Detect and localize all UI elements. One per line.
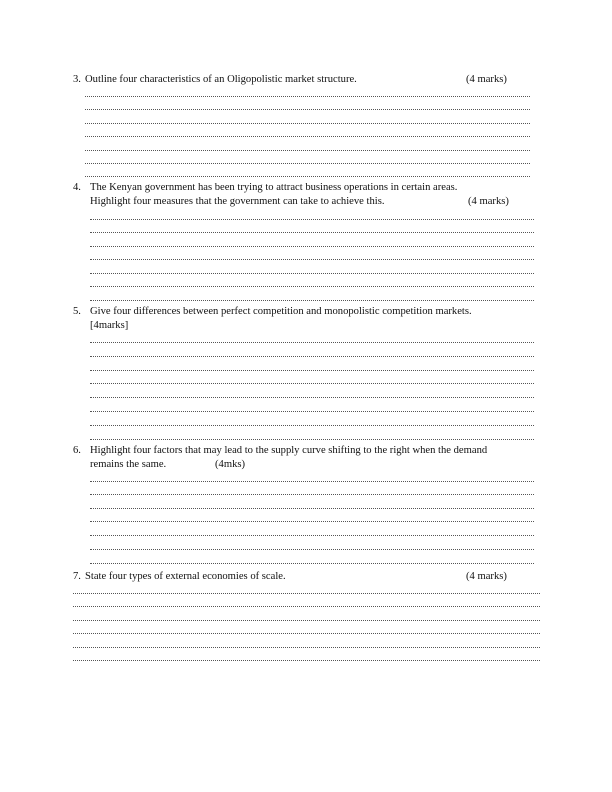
question-marks: (4mks)	[215, 459, 246, 470]
answer-line-q3[interactable]	[85, 123, 530, 124]
answer-line-q6[interactable]	[90, 535, 534, 536]
answer-line-q7[interactable]	[73, 620, 540, 621]
answer-line-q7[interactable]	[73, 593, 540, 594]
answer-line-q5[interactable]	[90, 370, 534, 371]
answer-line-q4[interactable]	[90, 219, 534, 220]
answer-line-q3[interactable]	[85, 96, 530, 97]
answer-line-q5[interactable]	[90, 383, 534, 384]
answer-line-q4[interactable]	[90, 273, 534, 274]
answer-line-q7[interactable]	[73, 633, 540, 634]
answer-line-q5[interactable]	[90, 356, 534, 357]
answer-line-q7[interactable]	[73, 606, 540, 607]
question-number: 6.	[73, 445, 81, 456]
question-text: Highlight four factors that may lead to the supply curve shifting to the right when the demand	[90, 445, 488, 456]
question-marks: (4 marks)	[466, 74, 507, 85]
question-text: Give four differences between perfect competition and monopolistic competition markets.	[90, 306, 472, 317]
answer-line-q4[interactable]	[90, 300, 534, 301]
answer-line-q4[interactable]	[90, 259, 534, 260]
question-number: 7.	[73, 571, 81, 582]
question-marks: [4marks]	[90, 320, 129, 331]
answer-line-q3[interactable]	[85, 150, 530, 151]
answer-line-q5[interactable]	[90, 439, 534, 440]
answer-line-q4[interactable]	[90, 232, 534, 233]
answer-line-q5[interactable]	[90, 411, 534, 412]
answer-line-q6[interactable]	[90, 521, 534, 522]
answer-line-q7[interactable]	[73, 660, 540, 661]
answer-line-q6[interactable]	[90, 494, 534, 495]
question-text: The Kenyan government has been trying to attract business operations in certain areas.	[90, 182, 458, 193]
answer-line-q3[interactable]	[85, 163, 530, 164]
question-text-continued: remains the same.	[90, 459, 167, 470]
answer-line-q4[interactable]	[90, 246, 534, 247]
question-number: 5.	[73, 306, 81, 317]
question-text: Outline four characteristics of an Oligopolistic market structure.	[85, 74, 357, 85]
question-number: 4.	[73, 182, 81, 193]
answer-line-q5[interactable]	[90, 342, 534, 343]
question-text-continued: Highlight four measures that the government can take to achieve this.	[90, 196, 385, 207]
answer-line-q5[interactable]	[90, 397, 534, 398]
answer-line-q3[interactable]	[85, 109, 530, 110]
answer-line-q6[interactable]	[90, 563, 534, 564]
answer-line-q6[interactable]	[90, 481, 534, 482]
answer-line-q7[interactable]	[73, 647, 540, 648]
answer-line-q3[interactable]	[85, 176, 530, 177]
answer-line-q5[interactable]	[90, 425, 534, 426]
answer-line-q3[interactable]	[85, 136, 530, 137]
question-marks: (4 marks)	[466, 571, 507, 582]
answer-line-q6[interactable]	[90, 508, 534, 509]
question-text: State four types of external economies of scale.	[85, 571, 286, 582]
answer-line-q4[interactable]	[90, 286, 534, 287]
question-marks: (4 marks)	[468, 196, 509, 207]
question-number: 3.	[73, 74, 81, 85]
answer-line-q6[interactable]	[90, 549, 534, 550]
